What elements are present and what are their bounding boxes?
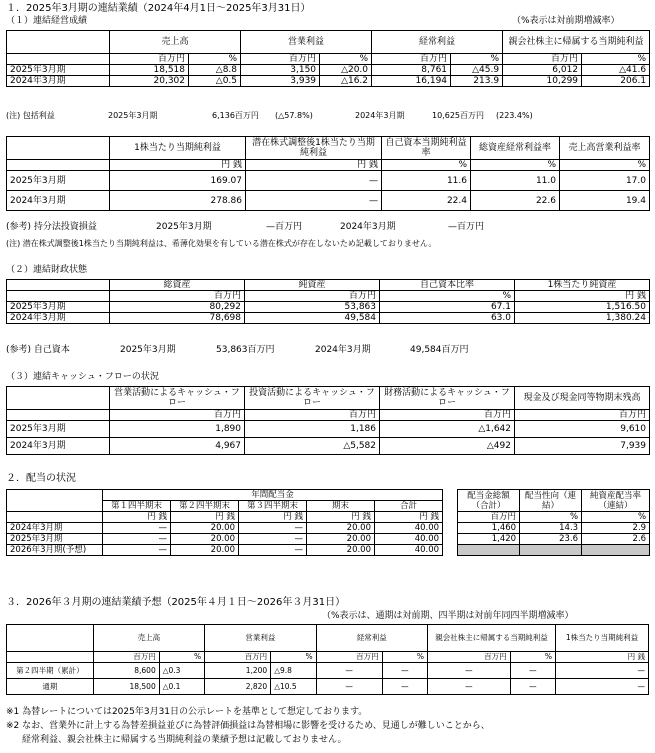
cell: — — [510, 663, 555, 679]
comprehensive-income-pct: (△57.8%) — [275, 111, 313, 120]
spacer — [443, 534, 458, 545]
header-roe: 自己資本当期純利益率 — [382, 137, 471, 160]
unit: 円 銭 — [556, 652, 649, 663]
cell: — — [510, 679, 555, 695]
spacer — [443, 490, 458, 512]
cell: 22.4 — [382, 191, 471, 211]
row-label: 2024年3月期 — [7, 76, 110, 87]
unit-blank — [7, 652, 94, 663]
cell: 18,518 — [110, 65, 189, 76]
row-label: 2024年3月期 — [7, 438, 110, 455]
cell: 20.00 — [307, 534, 375, 545]
equity-label: (参考) 自己資本 — [6, 345, 70, 355]
section1-title: １．2025年3月期の連結業績（2024年4月1日～2025年3月31日） — [6, 3, 311, 14]
cell: △0.5 — [189, 76, 241, 87]
row-label: 2025年3月期 — [7, 534, 103, 545]
unit: % — [471, 160, 560, 171]
cell: 1,460 — [458, 523, 520, 534]
unit: 円 銭 — [110, 160, 246, 171]
header-equity-ratio: 自己資本比率 — [380, 280, 515, 291]
cell: △1,642 — [380, 421, 515, 438]
unit-blank — [7, 291, 110, 302]
unit: 円 銭 — [307, 512, 375, 523]
cell: — — [246, 171, 382, 191]
cell: △9.8 — [271, 663, 316, 679]
cell-shaded — [458, 545, 520, 556]
cell: △20.0 — [320, 65, 372, 76]
cell: 213.9 — [451, 76, 503, 87]
dividends-table — [6, 489, 650, 556]
unit: 円 銭 — [103, 512, 171, 523]
cell: 1,516.50 — [515, 302, 650, 313]
cell: — — [556, 679, 649, 695]
equity-value: 53,863百万円 — [216, 345, 275, 355]
row-label: 2025年3月期 — [7, 421, 110, 438]
spacer — [443, 523, 458, 534]
header-blank — [7, 137, 110, 160]
cell: — — [239, 523, 307, 534]
header-operating-income: 営業利益 — [241, 31, 372, 54]
header-net-income: 親会社株主に帰属する当期純利益 — [428, 625, 556, 652]
row-label: 2024年3月期 — [7, 191, 110, 211]
cell: 2.6 — [582, 534, 650, 545]
header-investing-cf: 投資活動によるキャッシュ・フロー — [245, 387, 380, 410]
header-diluted-eps: 潜在株式調整後1株当たり当期純利益 — [246, 137, 382, 160]
cell: — — [316, 679, 382, 695]
cell: 206.1 — [582, 76, 650, 87]
header-q2: 第２四半期末 — [171, 501, 239, 512]
cell: 20.00 — [171, 534, 239, 545]
forecast-table — [6, 624, 649, 695]
cell: 8,600 — [93, 663, 159, 679]
unit: 百万円 — [458, 512, 520, 523]
forecast-note-2-cont: 経常利益、親会社株主に帰属する当期純利益の業績予想は記載しておりません。 — [22, 735, 347, 745]
cell: 14.3 — [520, 523, 582, 534]
cell: △5,582 — [245, 438, 380, 455]
table-row — [7, 545, 650, 556]
header-sales: 売上高 — [93, 625, 204, 652]
unit: 百万円 — [245, 291, 380, 302]
header-eps: 1株当たり当期純利益 — [110, 137, 246, 160]
cell: 8,761 — [372, 65, 451, 76]
comprehensive-income-period: 2025年3月期 — [108, 111, 158, 120]
unit: % — [520, 512, 582, 523]
cell: 19.4 — [560, 191, 650, 211]
cell: — — [382, 663, 427, 679]
pct-note: （%表示は対前期増減率） — [512, 16, 620, 26]
header-sales: 売上高 — [110, 31, 241, 54]
section1-sub: （１）連結経営成績 — [6, 16, 88, 26]
unit: % — [189, 54, 241, 65]
cell: △0.3 — [159, 663, 204, 679]
cell: — — [239, 534, 307, 545]
cell: — — [103, 545, 171, 556]
cell: 10,299 — [503, 76, 582, 87]
cell: 1,200 — [205, 663, 271, 679]
equity-method-label: (参考) 持分法投資損益 — [6, 222, 97, 232]
cell: 67.1 — [380, 302, 515, 313]
cell: 4,967 — [110, 438, 245, 455]
table-row — [7, 438, 650, 455]
cell: 1,890 — [110, 421, 245, 438]
cell: 78,698 — [110, 313, 245, 324]
equity-method-value: —百万円 — [266, 222, 303, 232]
unit: % — [320, 54, 372, 65]
header-blank — [7, 31, 110, 54]
cell: — — [239, 545, 307, 556]
equity-period: 2025年3月期 — [120, 345, 176, 355]
cell: — — [103, 534, 171, 545]
unit: % — [382, 652, 427, 663]
unit-blank — [7, 54, 110, 65]
unit: 百万円 — [515, 410, 650, 421]
row-label: 2026年3月期(予想) — [7, 545, 103, 556]
header-net-income: 親会社株主に帰属する当期純利益 — [503, 31, 650, 54]
equity-method-value: —百万円 — [448, 222, 485, 232]
cell: 3,939 — [241, 76, 320, 87]
header-operating-income: 営業利益 — [205, 625, 316, 652]
cell: 40.00 — [375, 545, 443, 556]
unit: 百万円 — [503, 54, 582, 65]
section-cashflow-title: （３）連結キャッシュ・フローの状況 — [6, 372, 159, 382]
header-blank — [7, 387, 110, 410]
cell: 169.07 — [110, 171, 246, 191]
comprehensive-income-pct: (223.4%) — [496, 111, 533, 120]
cell: 3,150 — [241, 65, 320, 76]
cell: 17.0 — [560, 171, 650, 191]
unit: % — [159, 652, 204, 663]
header-eps: 1株当たり当期純利益 — [556, 625, 649, 652]
table-row — [7, 76, 650, 87]
operating-results-table — [6, 30, 650, 87]
equity-method-period: 2024年3月期 — [340, 222, 396, 232]
cell: 20,302 — [110, 76, 189, 87]
cell: 63.0 — [380, 313, 515, 324]
cell: 1,380.24 — [515, 313, 650, 324]
cell: — — [316, 663, 382, 679]
cell: 2.9 — [582, 523, 650, 534]
unit-blank — [7, 410, 110, 421]
cell: 80,292 — [110, 302, 245, 313]
table-row — [7, 523, 650, 534]
unit: % — [271, 652, 316, 663]
cell-shaded — [582, 545, 650, 556]
cell: 20.00 — [307, 523, 375, 534]
header-blank — [7, 280, 110, 291]
comprehensive-income-period: 2024年3月期 — [355, 111, 405, 120]
cell: 22.6 — [471, 191, 560, 211]
header-annual-dividend: 年間配当金 — [103, 490, 443, 501]
cell: 23.6 — [520, 534, 582, 545]
table-row — [7, 302, 650, 313]
header-cash-balance: 現金及び現金同等物期末残高 — [515, 387, 650, 410]
unit: % — [382, 160, 471, 171]
cell: 1,420 — [458, 534, 520, 545]
comprehensive-income-value: 6,136百万円 — [212, 111, 259, 120]
spacer — [443, 512, 458, 523]
row-label: 2025年3月期 — [7, 65, 110, 76]
unit: 百万円 — [93, 652, 159, 663]
cell: △16.2 — [320, 76, 372, 87]
unit: % — [451, 54, 503, 65]
forecast-pct-note: （%表示は、通期は対前期、四半期は対前年同四半期増減率） — [322, 611, 574, 621]
header-payout-ratio: 配当性向（連結） — [520, 490, 582, 512]
unit: 円 銭 — [375, 512, 443, 523]
header-blank — [7, 625, 94, 652]
cell: — — [103, 523, 171, 534]
header-net-assets: 純資産 — [245, 280, 380, 291]
cell: 20.00 — [171, 523, 239, 534]
cell: 278.86 — [110, 191, 246, 211]
cell: 40.00 — [375, 534, 443, 545]
cell: 16,194 — [372, 76, 451, 87]
unit-blank — [7, 512, 103, 523]
unit: 百万円 — [205, 652, 271, 663]
unit: 円 銭 — [246, 160, 382, 171]
unit: 円 銭 — [515, 291, 650, 302]
unit: 百万円 — [241, 54, 320, 65]
row-label: 2025年3月期 — [7, 302, 110, 313]
unit: % — [380, 291, 515, 302]
unit: 百万円 — [245, 410, 380, 421]
header-q3: 第３四半期末 — [239, 501, 307, 512]
row-label: 2025年3月期 — [7, 171, 110, 191]
cell: 6,012 — [503, 65, 582, 76]
cell-shaded — [520, 545, 582, 556]
header-financing-cf: 財務活動によるキャッシュ・フロー — [380, 387, 515, 410]
cell: — — [428, 679, 511, 695]
equity-period: 2024年3月期 — [315, 345, 371, 355]
unit: 百万円 — [110, 54, 189, 65]
table-row — [7, 171, 650, 191]
cell: 18,500 — [93, 679, 159, 695]
cell: — — [556, 663, 649, 679]
section-financial-position-title: （２）連結財政状態 — [6, 265, 88, 275]
cell: 7,939 — [515, 438, 650, 455]
section-forecast-title: ３．2026年３月期の連結業績予想（2025年４月１日～2026年３月31日） — [6, 597, 346, 608]
cell: — — [246, 191, 382, 211]
cell: — — [428, 663, 511, 679]
unit: 百万円 — [110, 410, 245, 421]
forecast-note-1: ※1 為替レートについては2025年3月31日の公示レートを基準として想定しております。 — [6, 707, 368, 717]
row-label: 第２四半期（累計） — [7, 663, 94, 679]
cell: — — [382, 679, 427, 695]
cell: 2,820 — [205, 679, 271, 695]
cell: △10.5 — [271, 679, 316, 695]
cell: 9,610 — [515, 421, 650, 438]
header-op-margin: 売上高営業利益率 — [560, 137, 650, 160]
table-row — [7, 421, 650, 438]
header-ordinary-income: 経常利益 — [316, 625, 427, 652]
equity-method-period: 2025年3月期 — [156, 222, 212, 232]
row-label: 通期 — [7, 679, 94, 695]
unit: 百万円 — [428, 652, 511, 663]
table-row — [7, 191, 650, 211]
cell: 20.00 — [307, 545, 375, 556]
equity-value: 49,584百万円 — [410, 345, 469, 355]
header-roa: 総資産経常利益率 — [471, 137, 560, 160]
cell: △492 — [380, 438, 515, 455]
unit: 円 銭 — [239, 512, 307, 523]
unit: 百万円 — [380, 410, 515, 421]
header-total-assets: 総資産 — [110, 280, 245, 291]
financial-position-table — [6, 279, 650, 324]
cell: 40.00 — [375, 523, 443, 534]
cell: 11.0 — [471, 171, 560, 191]
spacer — [443, 545, 458, 556]
cell: 20.00 — [171, 545, 239, 556]
unit: % — [582, 54, 650, 65]
table-row — [7, 663, 649, 679]
header-operating-cf: 営業活動によるキャッシュ・フロー — [110, 387, 245, 410]
cell: 49,584 — [245, 313, 380, 324]
header-blank — [7, 490, 103, 512]
unit: % — [582, 512, 650, 523]
unit: % — [510, 652, 555, 663]
cell: △45.9 — [451, 65, 503, 76]
comprehensive-income-label: (注) 包括利益 — [6, 111, 55, 120]
cell: 53,863 — [245, 302, 380, 313]
header-bps: 1株当たり純資産 — [515, 280, 650, 291]
cell: 1,186 — [245, 421, 380, 438]
header-year-end: 期末 — [307, 501, 375, 512]
unit-blank — [7, 160, 110, 171]
unit: 円 銭 — [171, 512, 239, 523]
forecast-note-2: ※2 なお、営業外に計上する為替差損益並びに為替評価損益は為替相場に影響を受けるため、見通しが難しいことから、 — [6, 721, 490, 731]
cashflow-table — [6, 386, 650, 455]
header-ordinary-income: 経常利益 — [372, 31, 503, 54]
section-dividends-title: ２．配当の状況 — [6, 473, 76, 484]
per-share-table — [6, 136, 650, 211]
unit: 百万円 — [372, 54, 451, 65]
cell: 11.6 — [382, 171, 471, 191]
cell: △41.6 — [582, 65, 650, 76]
table-row — [7, 65, 650, 76]
header-total-dividends: 配当金総額（合計） — [458, 490, 520, 512]
table-row — [7, 313, 650, 324]
unit: % — [560, 160, 650, 171]
table-row — [7, 534, 650, 545]
row-label: 2024年3月期 — [7, 523, 103, 534]
comprehensive-income-value: 10,625百万円 — [432, 111, 484, 120]
cell: △8.8 — [189, 65, 241, 76]
table-row — [7, 679, 649, 695]
cell: △0.1 — [159, 679, 204, 695]
header-doe: 純資産配当率（連結） — [582, 490, 650, 512]
unit: 百万円 — [110, 291, 245, 302]
row-label: 2024年3月期 — [7, 313, 110, 324]
unit: 百万円 — [316, 652, 382, 663]
header-total: 合計 — [375, 501, 443, 512]
header-q1: 第１四半期末 — [103, 501, 171, 512]
diluted-note: (注) 潜在株式調整後1株当たり当期純利益は、希薄化効果を有している潜在株式が存在しないため記載しておりません。 — [6, 239, 437, 248]
